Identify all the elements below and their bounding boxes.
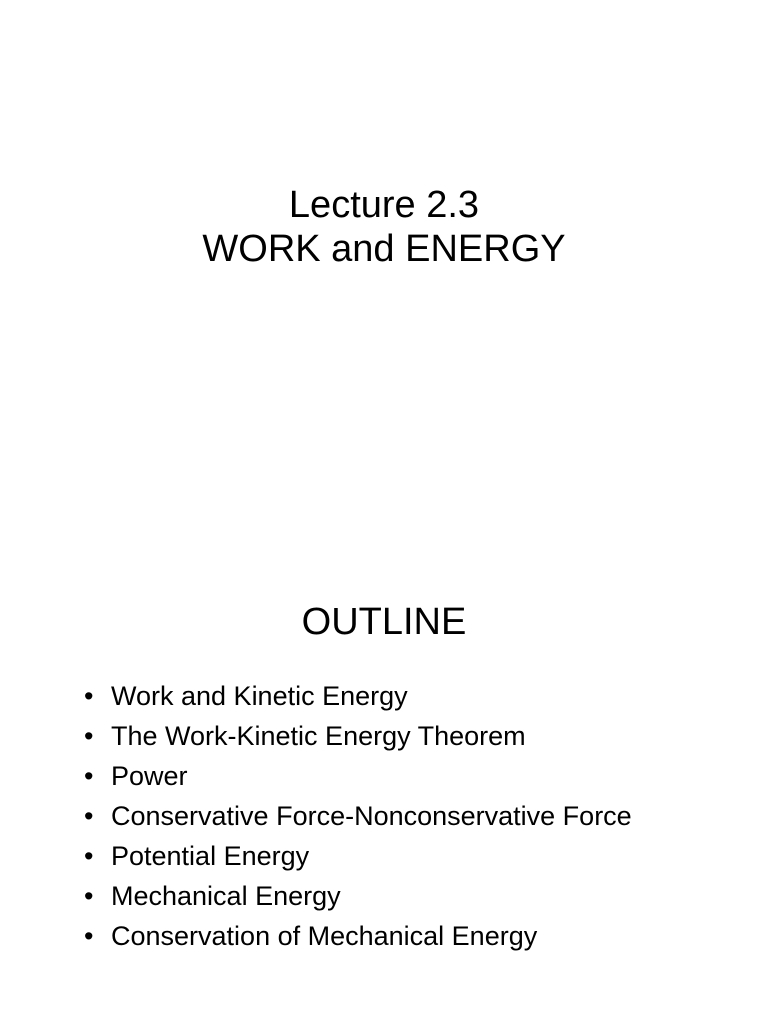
outline-list	[84, 680, 644, 960]
bullet-icon: •	[84, 841, 94, 871]
bullet-icon: •	[84, 761, 94, 791]
outline-heading: OUTLINE	[301, 601, 467, 643]
lecture-topic: WORK and ENERGY	[202, 228, 566, 270]
list-item-text: Conservation of Mechanical Energy	[111, 921, 538, 951]
list-item-text: Conservative Force-Nonconservative Force	[111, 801, 632, 831]
list-item	[84, 680, 644, 713]
list-item	[84, 720, 644, 753]
bullet-icon: •	[84, 721, 94, 751]
bullet-icon: •	[84, 921, 94, 951]
list-item-text: Power	[111, 761, 188, 791]
lecture-title	[0, 183, 768, 271]
lecture-number: Lecture 2.3	[288, 184, 480, 226]
bullet-icon: •	[84, 681, 94, 711]
list-item	[84, 760, 644, 793]
bullet-icon: •	[84, 881, 94, 911]
list-item-text: Work and Kinetic Energy	[111, 681, 408, 711]
bullet-icon: •	[84, 801, 94, 831]
list-item	[84, 800, 644, 833]
list-item	[84, 840, 644, 873]
list-item	[84, 880, 644, 913]
list-item-text: Potential Energy	[111, 841, 310, 871]
list-item-text: Mechanical Energy	[111, 881, 341, 911]
list-item	[84, 920, 644, 953]
list-item-text: The Work-Kinetic Energy Theorem	[111, 721, 526, 751]
